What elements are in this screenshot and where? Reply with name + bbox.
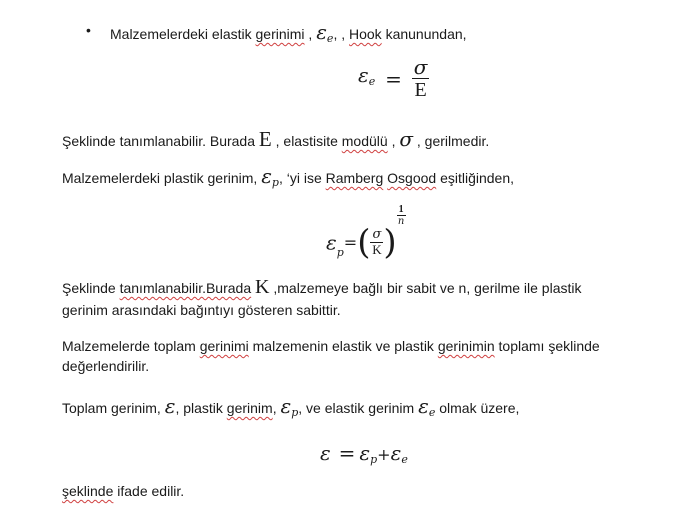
spell-word: Ramberg xyxy=(325,170,384,186)
numerator: σ xyxy=(413,55,428,79)
text: malzemenin elastik ve plastik xyxy=(248,338,438,354)
bullet-marker: • xyxy=(86,22,91,38)
term-1: ε xyxy=(359,441,371,465)
paragraph-total-strain-line2 xyxy=(62,356,149,376)
text: eşitliğinden, xyxy=(436,170,515,186)
text: , xyxy=(304,26,317,42)
spell-word: modülü xyxy=(341,133,388,149)
paragraph-total-strain-sum xyxy=(62,396,519,423)
spell-word: gerinimin xyxy=(437,338,495,354)
subscript: p xyxy=(271,176,279,189)
exponent-fraction xyxy=(397,204,406,227)
paragraph-total-strain xyxy=(62,336,600,356)
spell-word: tanımlanabilir.Burada xyxy=(119,280,252,296)
equation-total xyxy=(320,441,408,466)
text: Malzemelerdeki plastik gerinim, xyxy=(62,170,262,186)
term-2-sub: e xyxy=(401,453,408,466)
text: , xyxy=(272,400,281,416)
spell-word: Hook xyxy=(349,26,382,42)
spell-word: gerinimi xyxy=(199,338,249,354)
left-paren: ( xyxy=(357,222,371,263)
epsilon-symbol: ε xyxy=(418,394,429,418)
denominator: E xyxy=(414,79,427,101)
text: gerinim arasındaki bağıntıyı gösteren sabittir. xyxy=(62,302,341,318)
text: kanunundan, xyxy=(381,26,467,42)
paragraph-plastic-strain xyxy=(62,166,514,193)
symbol-K: K xyxy=(255,276,270,298)
text: Malzemelerde toplam xyxy=(62,338,200,354)
epsilon-symbol: ε xyxy=(280,394,292,418)
symbol-E: E xyxy=(258,127,272,151)
spell-word: gerinim xyxy=(226,400,273,416)
eq-lhs-sub: e xyxy=(368,75,376,89)
text: değerlendirilir. xyxy=(62,358,150,374)
text: toplamı şeklinde xyxy=(494,338,600,354)
epsilon-symbol: ε xyxy=(316,20,327,44)
plus-sign: + xyxy=(377,445,391,464)
text: Toplam gerinim, xyxy=(62,400,165,416)
sigma-symbol: σ xyxy=(399,127,414,151)
equals-sign: = xyxy=(385,66,402,91)
text: Şeklinde tanımlanabilir. Burada xyxy=(62,133,259,149)
equals-sign: = xyxy=(343,232,358,252)
paragraph-K-definition-line2 xyxy=(62,300,341,320)
equals-sign: = xyxy=(338,441,356,465)
paragraph-K-definition xyxy=(62,277,582,298)
subscript: p xyxy=(291,406,299,419)
numerator: σ xyxy=(372,226,382,242)
text: Malzemelerdeki elastik xyxy=(110,26,256,42)
epsilon-symbol: ε xyxy=(261,164,272,188)
fraction xyxy=(370,228,383,258)
subscript: e xyxy=(326,32,334,45)
exponent-numerator: 1 xyxy=(398,204,404,215)
paragraph-closing xyxy=(62,481,184,501)
eq-lhs-sub: p xyxy=(336,246,344,259)
eq-lhs: ε xyxy=(358,63,369,88)
epsilon-symbol: ε xyxy=(164,394,176,418)
exponent-denominator: n xyxy=(397,216,405,227)
text: Şeklinde xyxy=(62,280,120,296)
text: , gerilmedir. xyxy=(413,133,490,149)
denominator: K xyxy=(372,241,382,257)
term-2: ε xyxy=(390,441,402,465)
eq-lhs: ε xyxy=(320,441,331,465)
text: , ‘yi ise xyxy=(278,170,326,186)
text: ,malzemeye bağlı bir sabit ve n, gerilme ile plastik xyxy=(269,280,582,296)
text: , elastisite xyxy=(271,133,342,149)
spell-word: Osgood xyxy=(387,170,437,186)
text: ifade edilir. xyxy=(113,483,185,499)
equation-ramberg-osgood xyxy=(326,204,406,262)
text: , plastik xyxy=(175,400,227,416)
eq-lhs: ε xyxy=(326,230,337,255)
text: olmak üzere, xyxy=(435,400,520,416)
text: , xyxy=(387,133,400,149)
paragraph-definitions xyxy=(62,129,489,151)
fraction xyxy=(412,56,430,101)
subscript: e xyxy=(428,406,436,419)
spell-word: şeklinde xyxy=(62,483,114,499)
spell-word: gerinimi xyxy=(255,26,305,42)
paragraph-elastic-strain xyxy=(110,22,467,49)
right-paren: ) xyxy=(383,222,397,263)
term-1-sub: p xyxy=(370,453,378,466)
text: , , xyxy=(333,26,349,42)
equation-elastic xyxy=(358,56,429,101)
text: , ve elastik gerinim xyxy=(298,400,419,416)
